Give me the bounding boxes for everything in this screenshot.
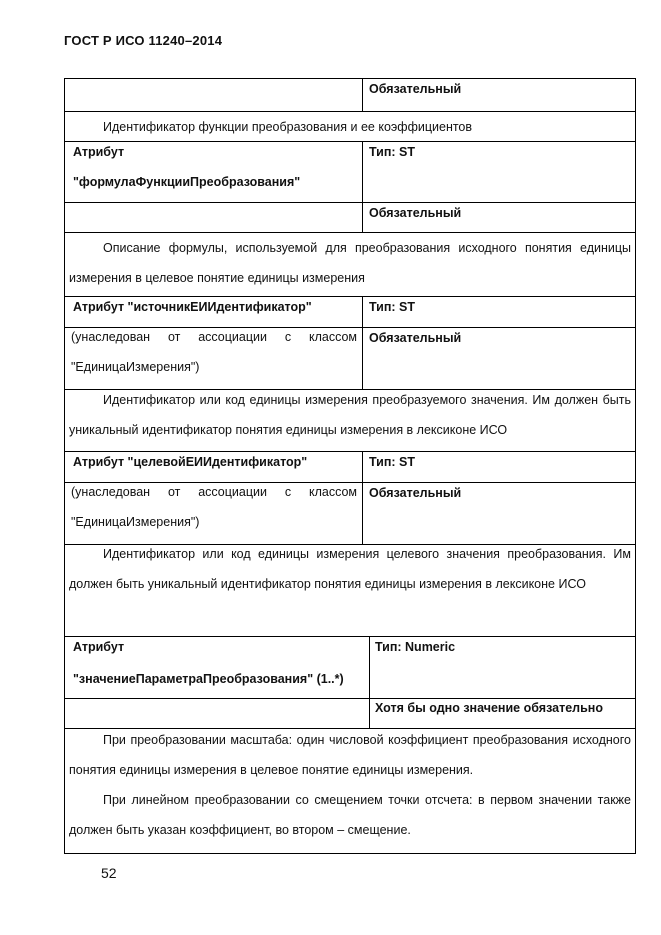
attribute-table (64, 78, 636, 854)
column-divider (362, 79, 363, 111)
type-label: Тип: ST (369, 455, 416, 469)
description-text: Идентификатор или код единицы измерения целевого значения преобразования. Им должен быть уникальный идентификатор понятия единицы измерения в лексиконе ИСО (69, 547, 631, 591)
row-divider (65, 202, 635, 203)
description-text: Описание формулы, используемой для преобразования исходного понятия единицы измерения в целевое понятие единицы измерения (69, 241, 631, 285)
attribute-label: Атрибут (73, 145, 125, 159)
required-label: Обязательный (369, 206, 462, 220)
attribute-name: Атрибут "целевойЕИИдентификатор" (73, 455, 308, 469)
description-text: Идентификатор или код единицы измерения преобразуемого значения. Им должен быть уникальный идентификатор понятия единицы измерения в лексиконе ИСО (69, 393, 631, 437)
attribute-name: Атрибут "источникЕИИдентификатор" (73, 300, 312, 314)
row-divider (65, 451, 635, 452)
description-text: При линейном преобразовании со смещением точки отсчета: в первом значении также должен быть указан коэффициент, во втором – смещение. (69, 793, 631, 837)
row-divider (65, 698, 635, 699)
column-divider (362, 296, 363, 389)
inheritance-note: (унаследован от ассоциации с классом "ЕдиницаИзмерения") (71, 330, 357, 374)
inheritance-note: (унаследован от ассоциации с классом "ЕдиницаИзмерения") (71, 485, 357, 529)
row-divider (65, 636, 635, 637)
page-number: 52 (101, 865, 117, 881)
type-label: Тип: ST (369, 145, 416, 159)
attribute-name: "значениеПараметраПреобразования" (1..*) (73, 672, 344, 686)
required-label: Обязательный (369, 82, 462, 96)
document-header: ГОСТ Р ИСО 11240–2014 (64, 33, 223, 48)
column-divider (362, 451, 363, 544)
row-divider (65, 296, 635, 297)
description-text: Идентификатор функции преобразования и ее коэффициентов (103, 120, 473, 134)
type-label: Тип: ST (369, 300, 416, 314)
required-label: Хотя бы одно значение обязательно (375, 701, 603, 715)
attribute-name: "формулаФункцииПреобразования" (73, 175, 301, 189)
required-label: Обязательный (369, 331, 462, 345)
required-label: Обязательный (369, 486, 462, 500)
column-divider (369, 636, 370, 728)
attribute-label: Атрибут (73, 640, 125, 654)
type-label: Тип: Numeric (375, 640, 456, 654)
description-text: При преобразовании масштаба: один числовой коэффициент преобразования исходного понятия единицы измерения в целевое понятие единицы измерения. (69, 733, 631, 777)
column-divider (362, 141, 363, 232)
